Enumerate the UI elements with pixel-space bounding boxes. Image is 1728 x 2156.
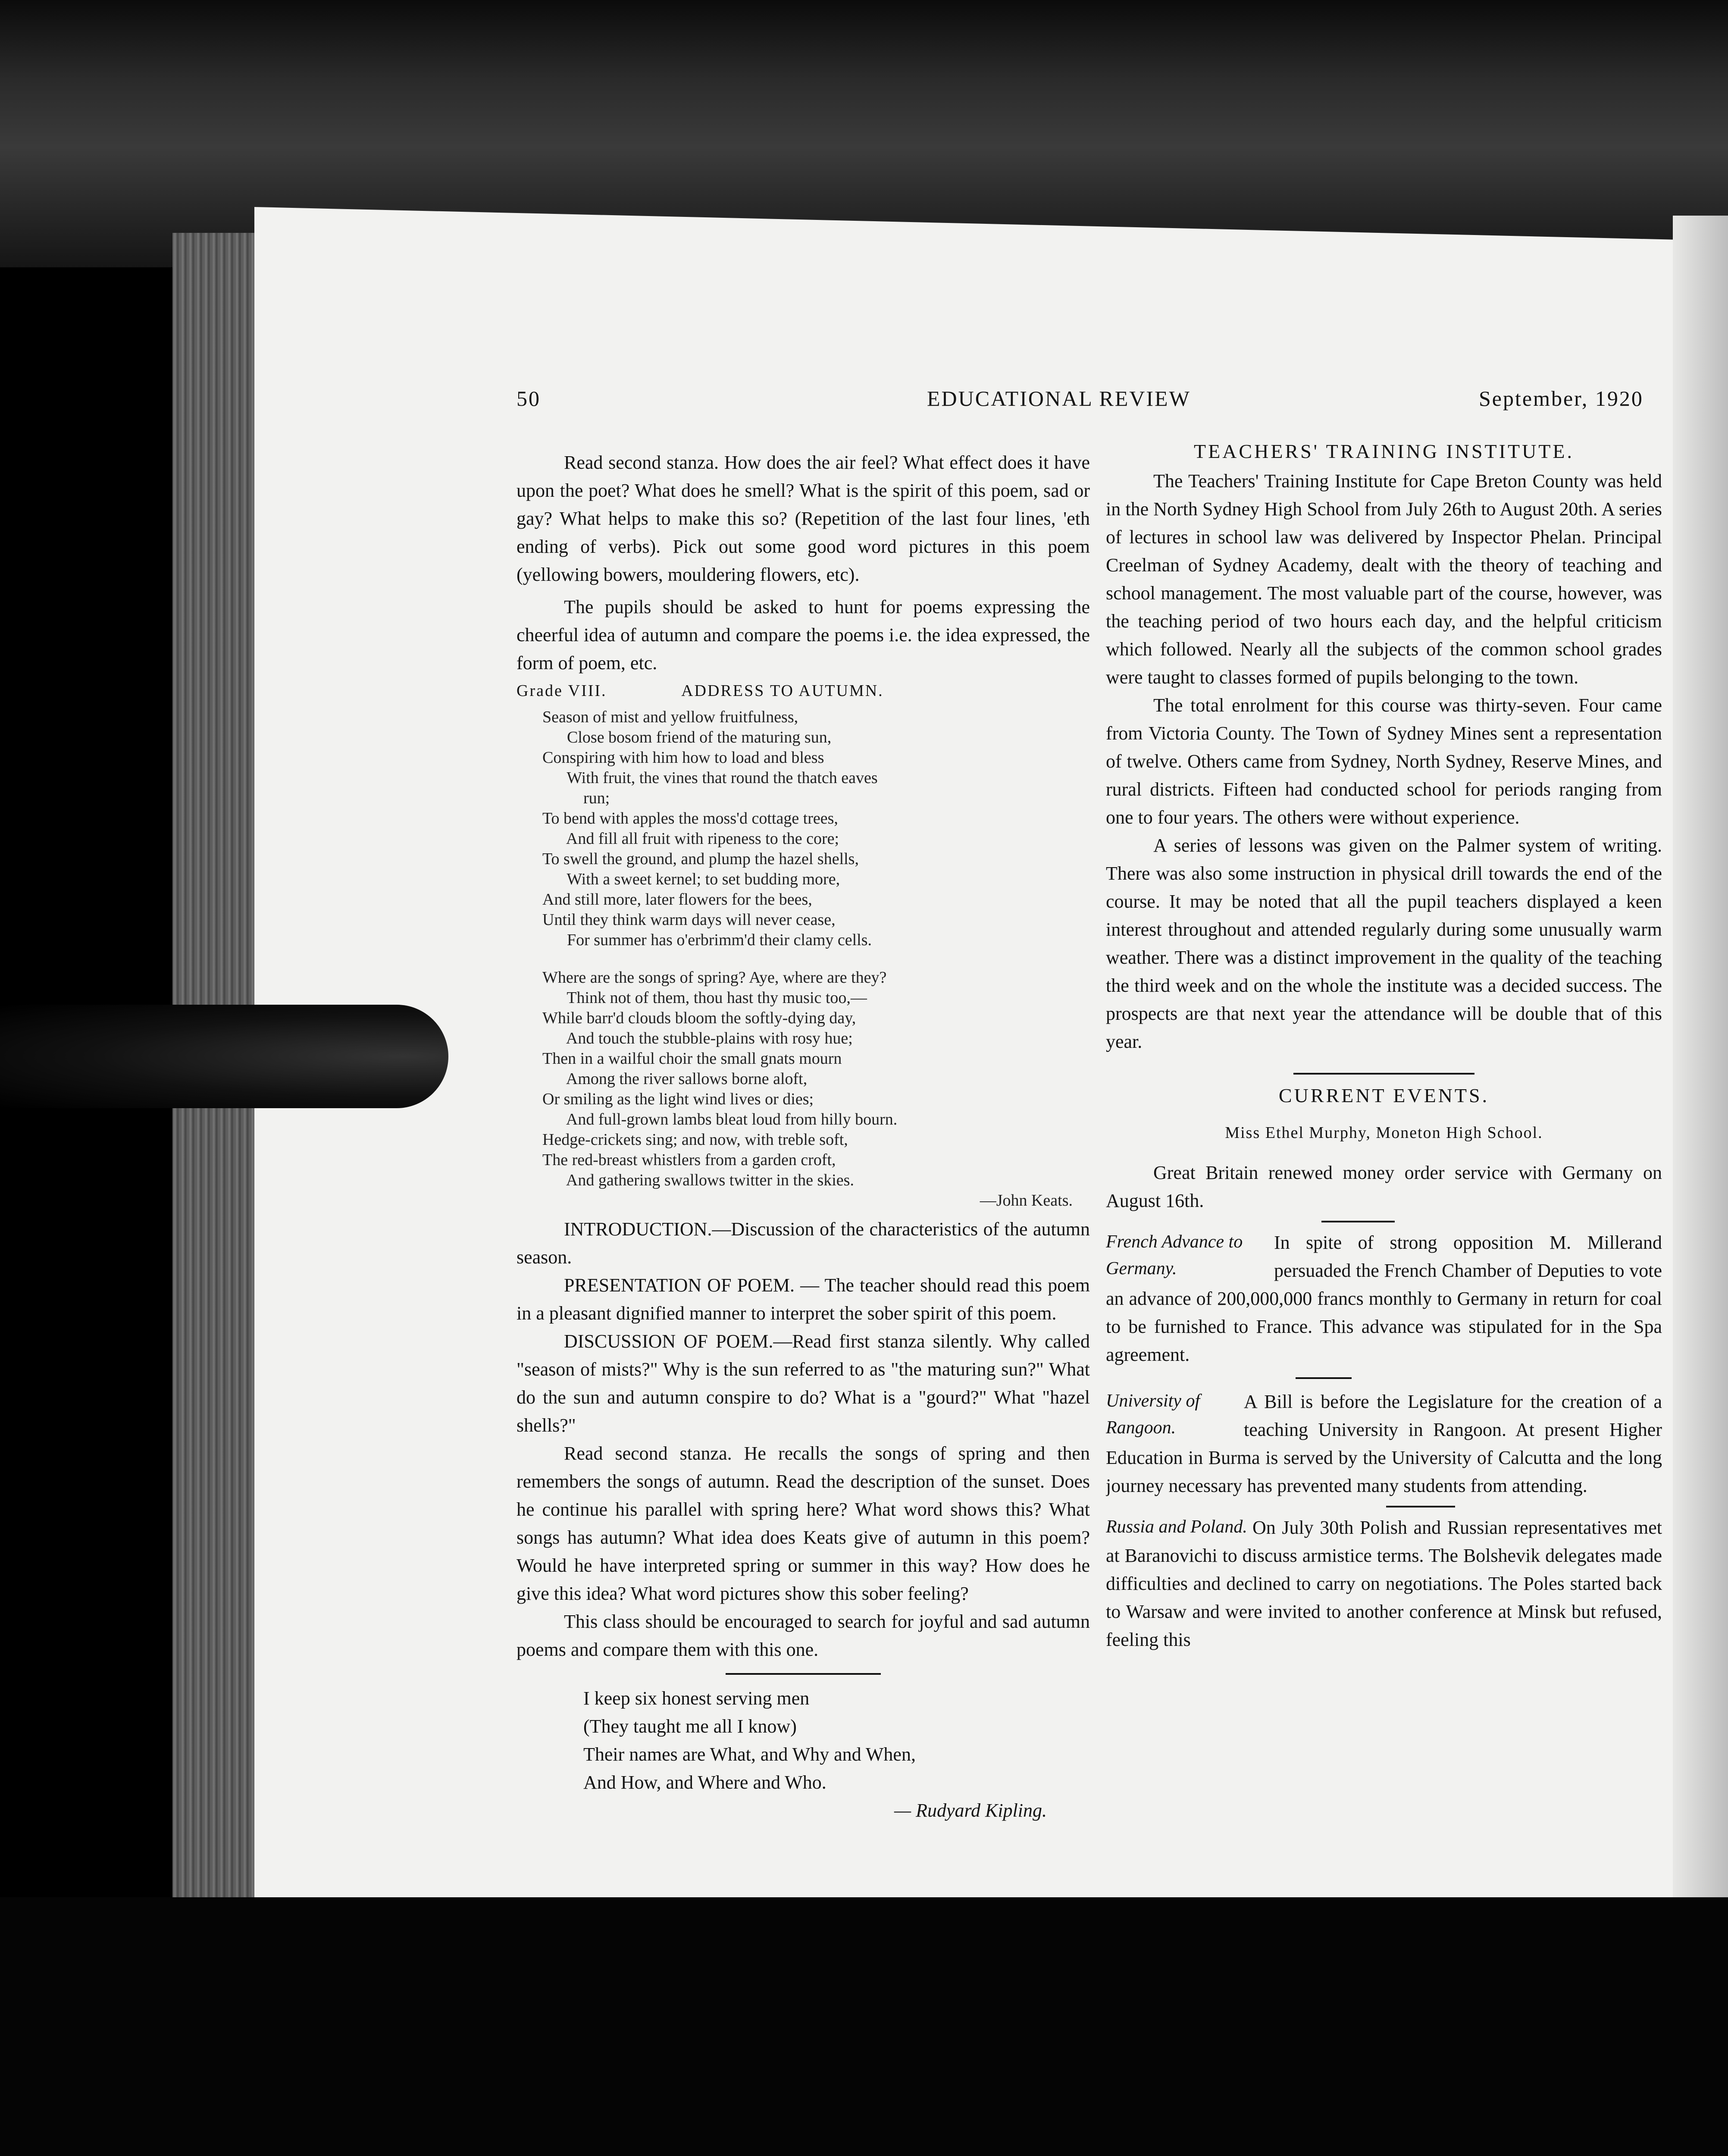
right-column	[1106, 440, 1662, 1654]
byline: Miss Ethel Murphy, Moneton High School.	[1225, 1124, 1543, 1142]
paragraph: INTRODUCTION.—Discussion of the characteristics of the autumn season.	[517, 1219, 1090, 1268]
paragraph: DISCUSSION OF POEM.—Read first stanza silently. Why called "season of mists?" Why is the sun referred to as "the maturing sun?" What do the sun and autumn conspire to do? What is a "gourd?" What "hazel shells?"	[517, 1331, 1090, 1436]
background-bottom	[0, 1897, 1728, 2156]
paragraph: Great Britain renewed money order service with Germany on August 16th.	[1106, 1162, 1662, 1211]
paragraph: PRESENTATION OF POEM. — The teacher should read this poem in a pleasant dignified manner to interpret the sober spirit of this poem.	[517, 1275, 1090, 1324]
divider	[1386, 1506, 1455, 1507]
poem-title: ADDRESS TO AUTUMN.	[681, 682, 884, 700]
section-title: TEACHERS' TRAINING INSTITUTE.	[1194, 440, 1574, 462]
verse-author: — Rudyard Kipling.	[894, 1800, 1047, 1821]
paragraph: A series of lessons was given on the Palmer system of writing. There was also some instruction in physical drill towards the end of the course. It may be noted that all the pupil teachers displayed a keen interest throughout and attended regularly during some unusually warm weather. There was a distinct improvement in the quality of the teaching the third week and on the whole the institute was a decided success. The prospects are that next year the attendance will be double that of this year.	[1106, 835, 1662, 1052]
verse-line: And How, and Where and Who.	[583, 1772, 826, 1793]
verse-line: (They taught me all I know)	[583, 1716, 797, 1737]
poem-heading	[517, 681, 1090, 700]
grade-label: Grade VIII.	[517, 682, 607, 700]
paragraph: Read second stanza. How does the air feel? What effect does it have upon the poet? What does he smell? What is the spirit of this poem, sad or gay? What helps to make this so? (Repetition of the last four lines, 'eth ending of verbs). Pick out some good word pictures in this poem (yellowing bowers, mouldering flowers, etc).	[517, 452, 1090, 585]
news-item-heading: University of Rangoon.	[1106, 1391, 1200, 1438]
divider	[726, 1673, 881, 1675]
section-title: CURRENT EVENTS.	[1278, 1084, 1490, 1106]
poem-stanza-1: Season of mist and yellow fruitfulness, Close bosom friend of the maturing sun, Conspiring with him how to load and bless With fruit, the vines that round the thatch eaves run; To bend with apples the moss'd cottage trees, And fill all fruit with ripeness to the core; To swell the ground, and plump the hazel shells, With a sweet kernel; to set budding more, And still more, later flowers for the bees, Until they think warm days will never cease, For summer has o'erbrimm'd their clamy cells.	[542, 708, 878, 949]
poem-author: —John Keats.	[980, 1191, 1073, 1210]
divider	[1293, 1073, 1474, 1075]
news-item-text: A Bill is before the Legislature for the creation of a teaching University in Rangoon. At present Higher Education in Burma is served by the University of Calcutta and the long journey necessary has prevented many students from attending.	[1106, 1391, 1662, 1496]
issue-date: September, 1920	[1479, 386, 1643, 411]
news-item-heading: Russia and Poland.	[1106, 1517, 1247, 1537]
kipling-verse	[583, 1684, 1090, 1824]
divider	[1321, 1221, 1395, 1222]
paragraph: The pupils should be asked to hunt for poems expressing the cheerful idea of autumn and compare the poems i.e. the idea expressed, the form of poem, etc.	[517, 596, 1090, 674]
verse-line: Their names are What, and Why and When,	[583, 1744, 916, 1765]
paragraph: This class should be encouraged to search for joyful and sad autumn poems and compare them with this one.	[517, 1611, 1090, 1660]
paragraph: Read second stanza. He recalls the songs of spring and then remembers the songs of autumn. Read the description of the sunset. Does he continue his parallel with spring here? What word shows this? What songs has autumn? What idea does Keats give of autumn in this poem? Would he have interpreted spring or summer in this way? How does he give this idea? What word pictures show this sober feeling?	[517, 1443, 1090, 1604]
page-curl	[1673, 216, 1728, 1897]
divider	[1296, 1377, 1352, 1379]
paragraph: The Teachers' Training Institute for Cape Breton County was held in the North Sydney High School from July 26th to August 20th. A series of lectures in school law was delivered by Inspector Phelan. Principal Creelman of Sydney Academy, dealt with the theory of teaching and school management. The most valuable part of the course, however, was the teaching period of two hours each day, and the helpful criticism which followed. Nearly all the subjects of the common school grades were taught to classes formed of pupils belonging to the town.	[1106, 470, 1662, 688]
news-item	[1106, 1228, 1662, 1369]
finger-shadow	[0, 1005, 448, 1108]
news-item-heading: French Advance to Germany.	[1106, 1232, 1243, 1279]
news-item	[1106, 1388, 1662, 1500]
left-column	[517, 448, 1090, 1824]
page-number: 50	[517, 386, 541, 411]
poem-stanza-2: Where are the songs of spring? Aye, where are they? Think not of them, thou hast thy music too,— While barr'd clouds bloom the softly-dying day, And touch the stubble-plains with rosy hue; Then in a wailful choir the small gnats mourn Among the river sallows borne aloft, Or smiling as the light wind lives or dies; And full-grown lambs bleat loud from hilly bourn. Hedge-crickets sing; and now, with treble soft, The red-breast whistlers from a garden croft, And gathering swallows twitter in the skies.	[542, 968, 898, 1189]
news-item-text: In spite of strong opposition M. Millerand persuaded the French Chamber of Deputies to vote an advance of 200,000,000 francs monthly to Germany in return for coal to be furnished to France. This advance was stipulated for in the Spa agreement.	[1106, 1232, 1662, 1365]
journal-title: EDUCATIONAL REVIEW	[927, 386, 1191, 411]
news-item-text: On July 30th Polish and Russian representatives met at Baranovichi to discuss armistice terms. The Bolshevik delegates made difficulties and declined to carry on negotiations. The Poles started back to Warsaw and were invited to another conference at Minsk but refused, feeling this	[1106, 1517, 1662, 1650]
verse-line: I keep six honest serving men	[583, 1688, 810, 1709]
news-item	[1106, 1514, 1662, 1654]
paragraph: The total enrolment for this course was thirty-seven. Four came from Victoria County. The Town of Sydney Mines sent a representation of twelve. Others came from Sydney, North Sydney, Reserve Mines, and rural districts. Fifteen had conducted school for periods ranging from one to four years. The others were without experience.	[1106, 695, 1662, 828]
